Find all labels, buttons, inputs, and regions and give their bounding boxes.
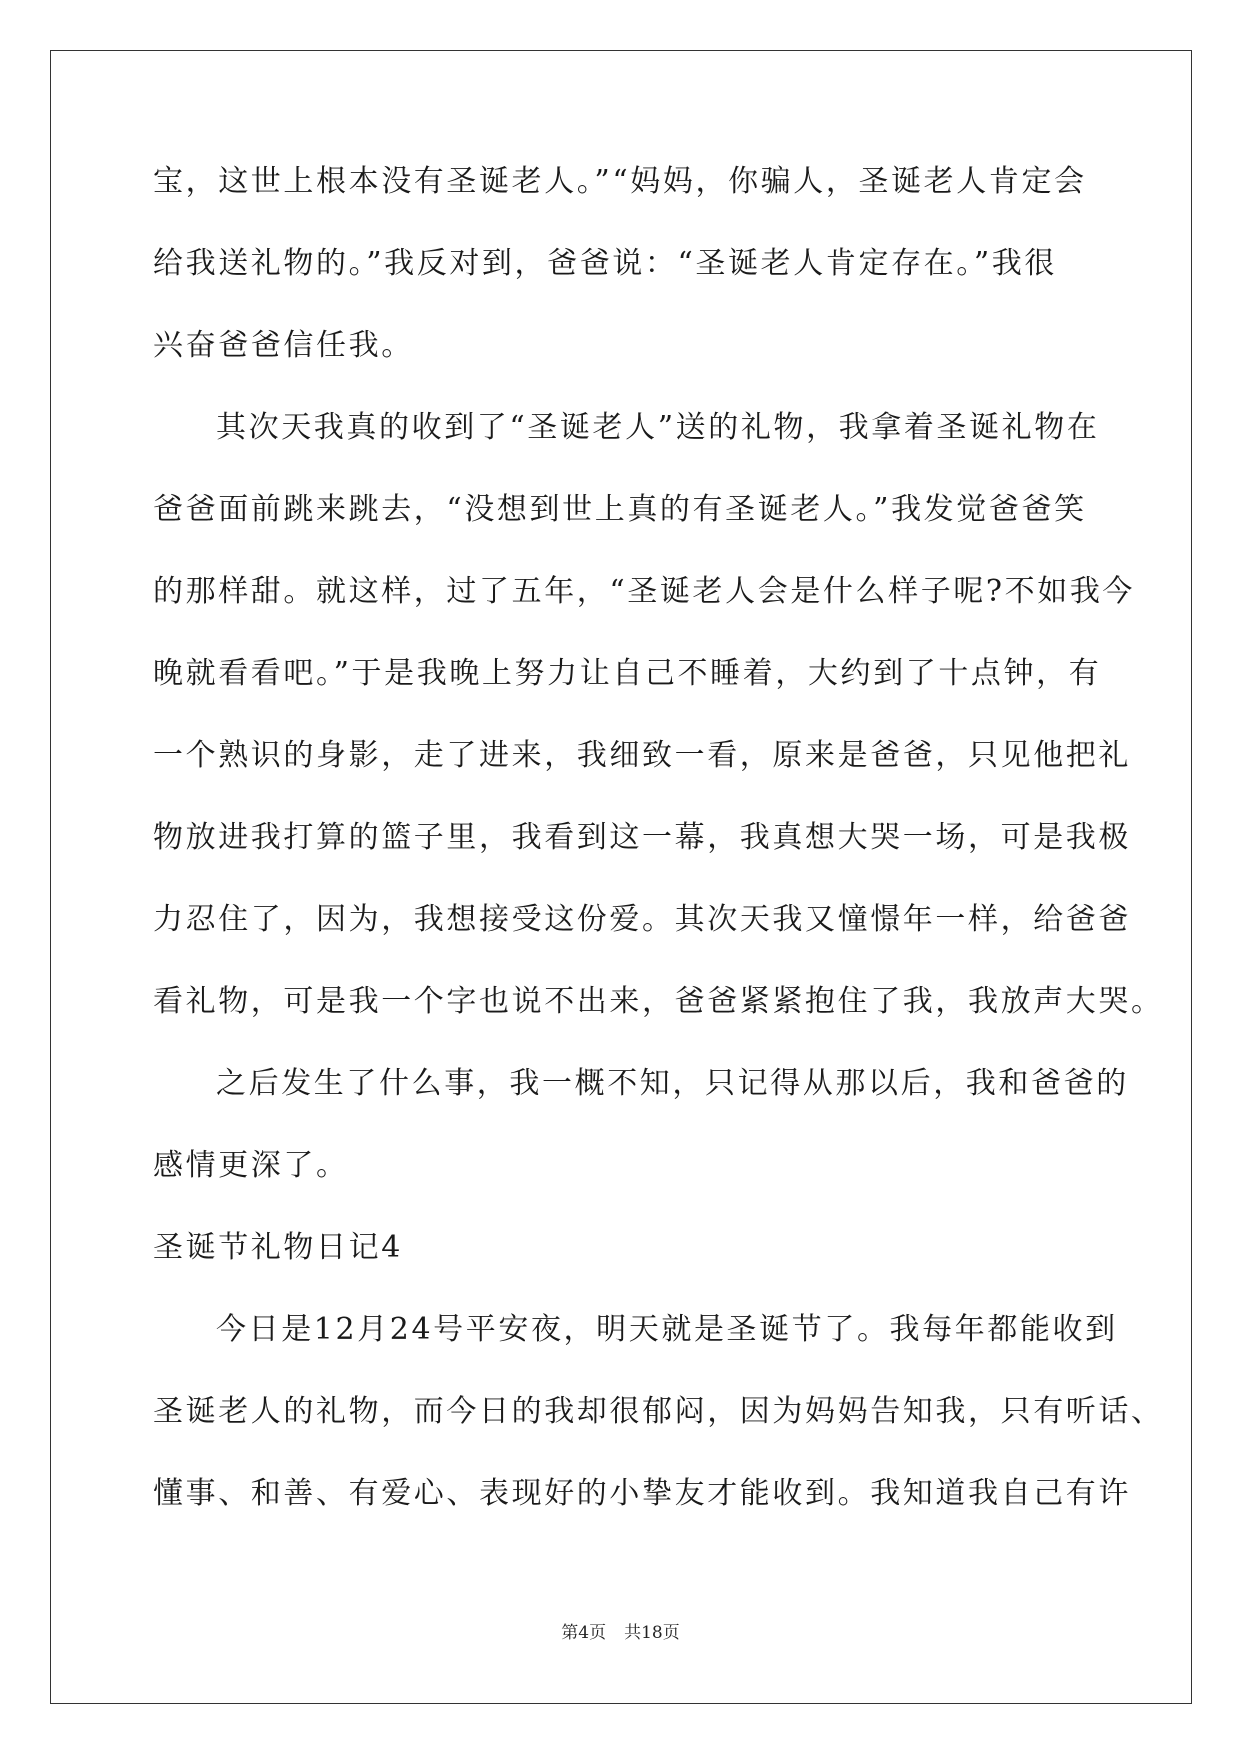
text-line: 看礼物，可是我一个字也说不出来，爸爸紧紧抱住了我，我放声大哭。: [153, 984, 1164, 1019]
text-line: 一个熟识的身影，走了进来，我细致一看，原来是爸爸，只见他把礼: [153, 738, 1131, 773]
text-line: 爸爸面前跳来跳去，“没想到世上真的有圣诞老人。”我发觉爸爸笑: [153, 492, 1087, 527]
page-number: 第4页: [561, 1623, 607, 1643]
text-line: 力忍住了，因为，我想接受这份爱。其次天我又憧憬年一样，给爸爸: [153, 902, 1131, 937]
text-line: 今日是12月24号平安夜，明天就是圣诞节了。我每年都能收到: [216, 1312, 1118, 1347]
text-line: 圣诞老人的礼物，而今日的我却很郁闷，因为妈妈告知我，只有听话、: [153, 1394, 1164, 1429]
text-line: 宝，这世上根本没有圣诞老人。”“妈妈，你骗人，圣诞老人肯定会: [153, 164, 1087, 199]
text-line: 感情更深了。: [153, 1148, 349, 1183]
text-line: 物放进我打算的篮子里，我看到这一幕，我真想大哭一场，可是我极: [153, 820, 1131, 855]
text-line: 的那样甜。就这样，过了五年，“圣诞老人会是什么样子呢?不如我今: [153, 574, 1136, 609]
text-line: 兴奋爸爸信任我。: [153, 328, 414, 363]
text-line: 懂事、和善、有爱心、表现好的小挚友才能收到。我知道我自己有许: [153, 1476, 1131, 1511]
page-footer: [0, 1618, 1241, 1643]
text-line: 其次天我真的收到了“圣诞老人”送的礼物，我拿着圣诞礼物在: [216, 410, 1100, 445]
section-heading: 圣诞节礼物日记4: [153, 1230, 403, 1265]
text-line: 晚就看看吧。”于是我晚上努力让自己不睡着，大约到了十点钟，有: [153, 656, 1102, 691]
text-line: 给我送礼物的。”我反对到，爸爸说：“圣诞老人肯定存在。”我很: [153, 246, 1058, 281]
text-line: 之后发生了什么事，我一概不知，只记得从那以后，我和爸爸的: [216, 1066, 1129, 1101]
page-total: 共18页: [624, 1623, 680, 1643]
document-body: [153, 158, 1164, 1552]
